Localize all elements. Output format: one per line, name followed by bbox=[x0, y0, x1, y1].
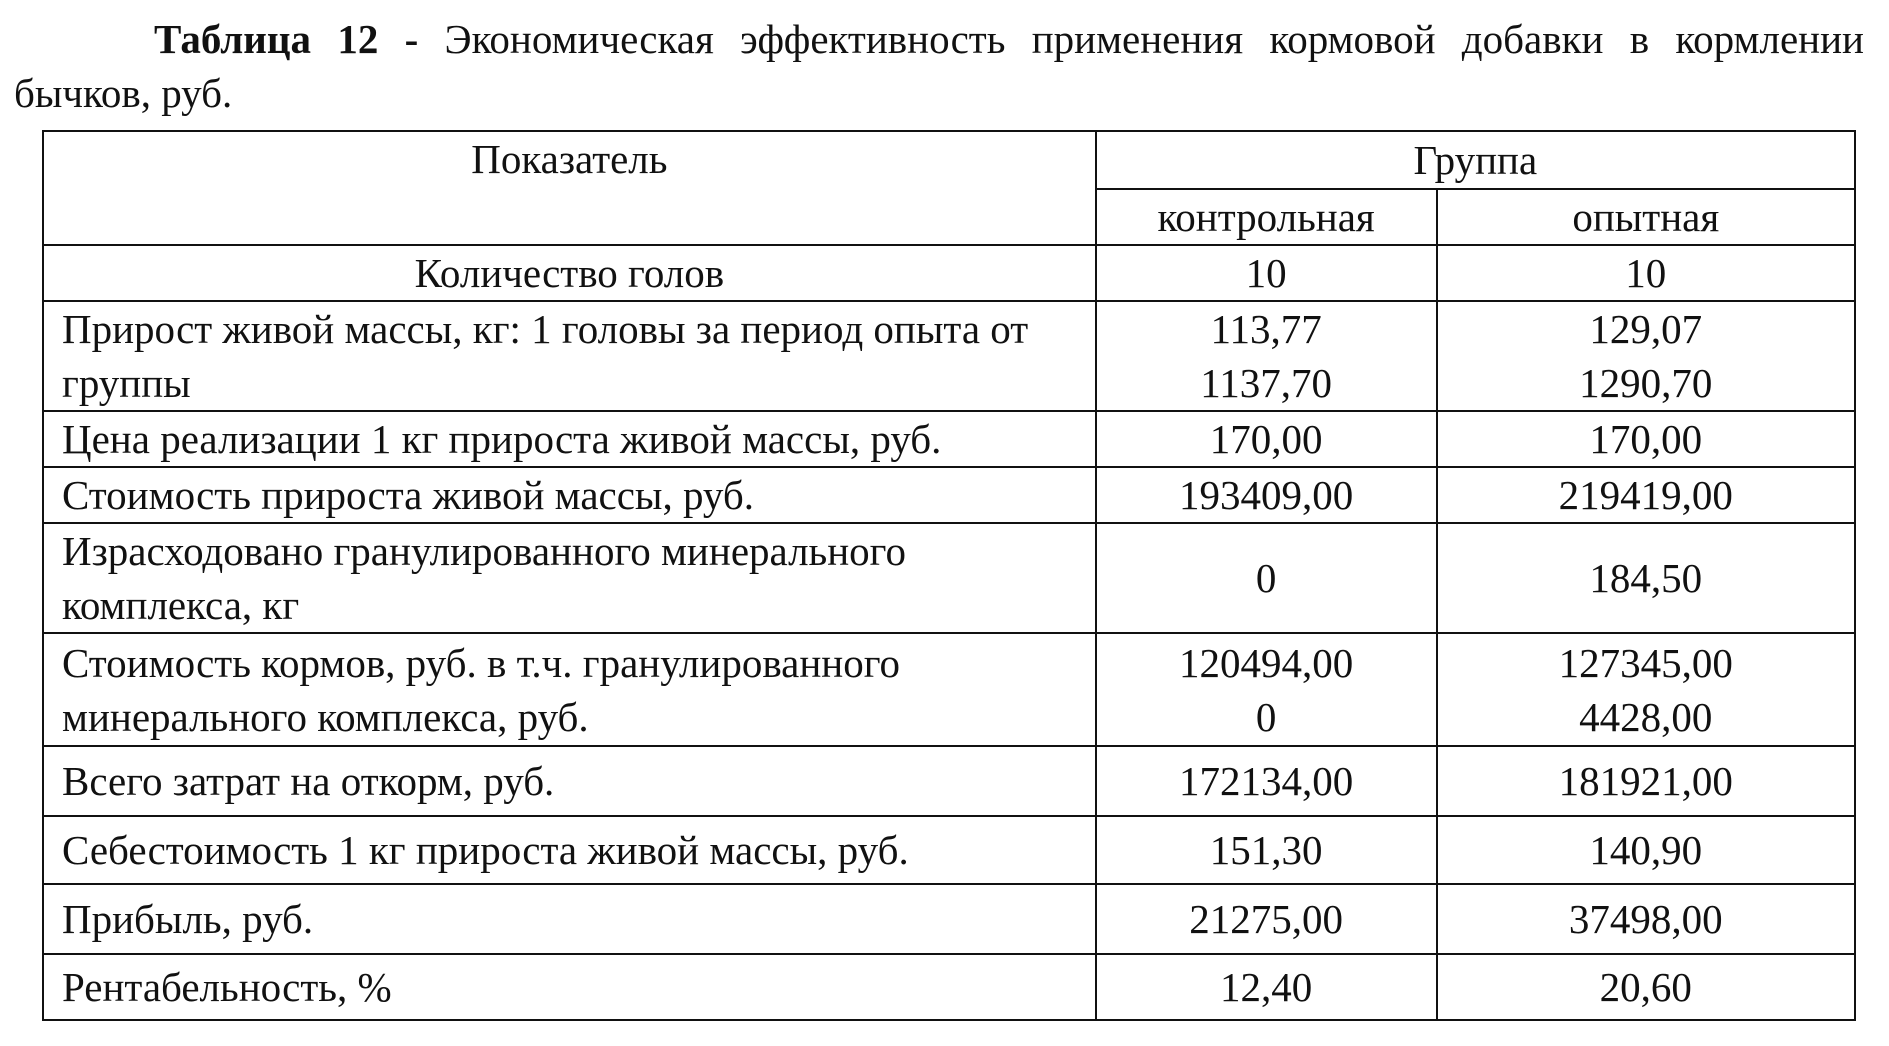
control-value: 170,00 bbox=[1096, 411, 1437, 467]
experimental-value: 184,50 bbox=[1437, 523, 1855, 633]
control-value-line: 0 bbox=[1255, 693, 1277, 740]
control-value: 193409,00 bbox=[1096, 467, 1437, 523]
row-label: Стоимость кормов, руб. в т.ч. гранулированного минерального комплекса, руб. bbox=[43, 633, 1096, 746]
caption-label: Таблица 12 - bbox=[154, 16, 419, 62]
experimental-value: 170,00 bbox=[1437, 411, 1855, 467]
experimental-value-line: 4428,00 bbox=[1579, 693, 1713, 740]
row-label: Прирост живой массы, кг: 1 головы за период опыта от группы bbox=[43, 301, 1096, 411]
header-control: контрольная bbox=[1096, 189, 1437, 245]
table-row bbox=[43, 467, 1855, 523]
table-row bbox=[43, 301, 1855, 411]
table-row bbox=[43, 816, 1855, 884]
experimental-value: 219419,00 bbox=[1437, 467, 1855, 523]
row-label: Стоимость прироста живой массы, руб. bbox=[43, 467, 1096, 523]
experimental-value bbox=[1437, 301, 1855, 411]
experimental-value: 37498,00 bbox=[1437, 884, 1855, 954]
row-label: Рентабельность, % bbox=[43, 954, 1096, 1020]
row-label: Себестоимость 1 кг прироста живой массы, руб. bbox=[43, 816, 1096, 884]
row-label: Израсходовано гранулированного минерального комплекса, кг bbox=[43, 523, 1096, 633]
table-row bbox=[43, 411, 1855, 467]
table-row bbox=[43, 523, 1855, 633]
experimental-value-line: 127345,00 bbox=[1558, 639, 1733, 686]
economic-efficiency-table bbox=[42, 130, 1856, 1021]
header-indicator: Показатель bbox=[43, 131, 1096, 245]
caption-text: Экономическая эффективность применения кормовой добавки в кормлении бычков, руб. bbox=[14, 16, 1864, 116]
control-value: 0 bbox=[1096, 523, 1437, 633]
control-value-line: 1137,70 bbox=[1200, 360, 1332, 406]
table-row bbox=[43, 884, 1855, 954]
control-value: 172134,00 bbox=[1096, 746, 1437, 816]
table-row bbox=[43, 746, 1855, 816]
control-value-line: 113,77 bbox=[1210, 306, 1322, 352]
control-value-line: 120494,00 bbox=[1179, 639, 1354, 686]
row-label: Цена реализации 1 кг прироста живой массы, руб. bbox=[43, 411, 1096, 467]
row-label: Всего затрат на откорм, руб. bbox=[43, 746, 1096, 816]
experimental-value: 10 bbox=[1437, 245, 1855, 301]
control-value: 151,30 bbox=[1096, 816, 1437, 884]
table-row bbox=[43, 245, 1855, 301]
experimental-value bbox=[1437, 633, 1855, 746]
row-label: Прибыль, руб. bbox=[43, 884, 1096, 954]
control-value: 12,40 bbox=[1096, 954, 1437, 1020]
control-value bbox=[1096, 633, 1437, 746]
control-value: 10 bbox=[1096, 245, 1437, 301]
control-value bbox=[1096, 301, 1437, 411]
header-group: Группа bbox=[1096, 131, 1855, 189]
table-row bbox=[43, 633, 1855, 746]
experimental-value-line: 129,07 bbox=[1589, 306, 1703, 352]
header-experimental: опытная bbox=[1437, 189, 1855, 245]
experimental-value: 20,60 bbox=[1437, 954, 1855, 1020]
control-value: 21275,00 bbox=[1096, 884, 1437, 954]
table-row bbox=[43, 954, 1855, 1020]
experimental-value-line: 1290,70 bbox=[1579, 360, 1713, 406]
experimental-value: 181921,00 bbox=[1437, 746, 1855, 816]
table-caption bbox=[14, 12, 1864, 120]
row-label: Количество голов bbox=[43, 245, 1096, 301]
experimental-value: 140,90 bbox=[1437, 816, 1855, 884]
